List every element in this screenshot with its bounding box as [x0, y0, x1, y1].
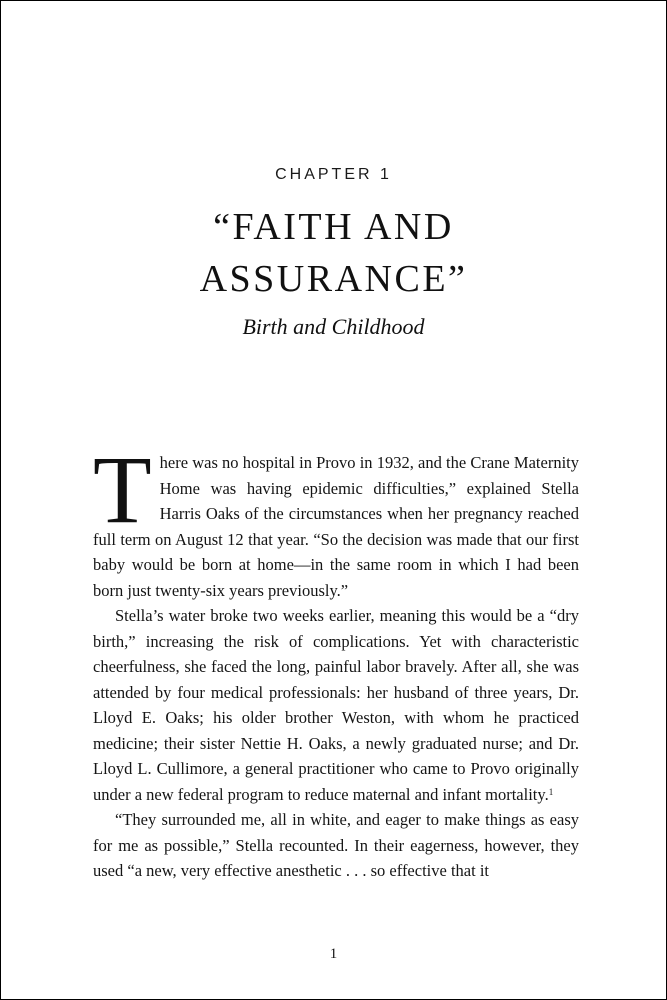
- page-number: 1: [329, 946, 338, 962]
- footnote-marker: 1: [548, 786, 554, 797]
- paragraph-3-text: “They surrounded me, all in white, and eager to make things as easy for me as possible,” Stella recounted. In their eagerness, however, they used “a new, very effective anesthetic . . . so effective that it: [93, 810, 579, 880]
- paragraph-2-text: Stella’s water broke two weeks earlier, meaning this would be a “dry birth,” increasing the risk of complications. Yet with characteristic cheerfulness, she faced the long, painful labor bravely. After all, she was attended by four medical professionals: her husband of three years, Dr. Lloyd E. Oaks; his older brother Weston, with whom he practiced medicine; their sister Nettie H. Oaks, a newly graduated nurse; and Dr. Lloyd L. Cullimore, a general practitioner who came to Provo originally under a new federal program to reduce maternal and infant mortality.: [93, 606, 579, 804]
- body-text: [93, 436, 579, 884]
- paragraph-1: [93, 436, 579, 603]
- paragraph-3: [93, 807, 579, 884]
- chapter-label: CHAPTER 1: [275, 166, 392, 183]
- paragraph-1-text: here was no hospital in Provo in 1932, and the Crane Maternity Home was having epidemic difficulties,” explained Stella Harris Oaks of the circumstances when her pregnancy reached full term on August 12 that year. “So the decision was made that our first baby would be born at home—in the same room in which I had been born just twenty-six years previously.”: [93, 453, 579, 600]
- chapter-subtitle: Birth and Childhood: [242, 314, 425, 339]
- chapter-title-line-2: ASSURANCE”: [199, 258, 468, 300]
- drop-cap: T: [93, 436, 152, 543]
- paragraph-2: [93, 603, 579, 807]
- chapter-title-line-1: “FAITH AND: [213, 206, 454, 248]
- chapter-title: [1, 201, 666, 305]
